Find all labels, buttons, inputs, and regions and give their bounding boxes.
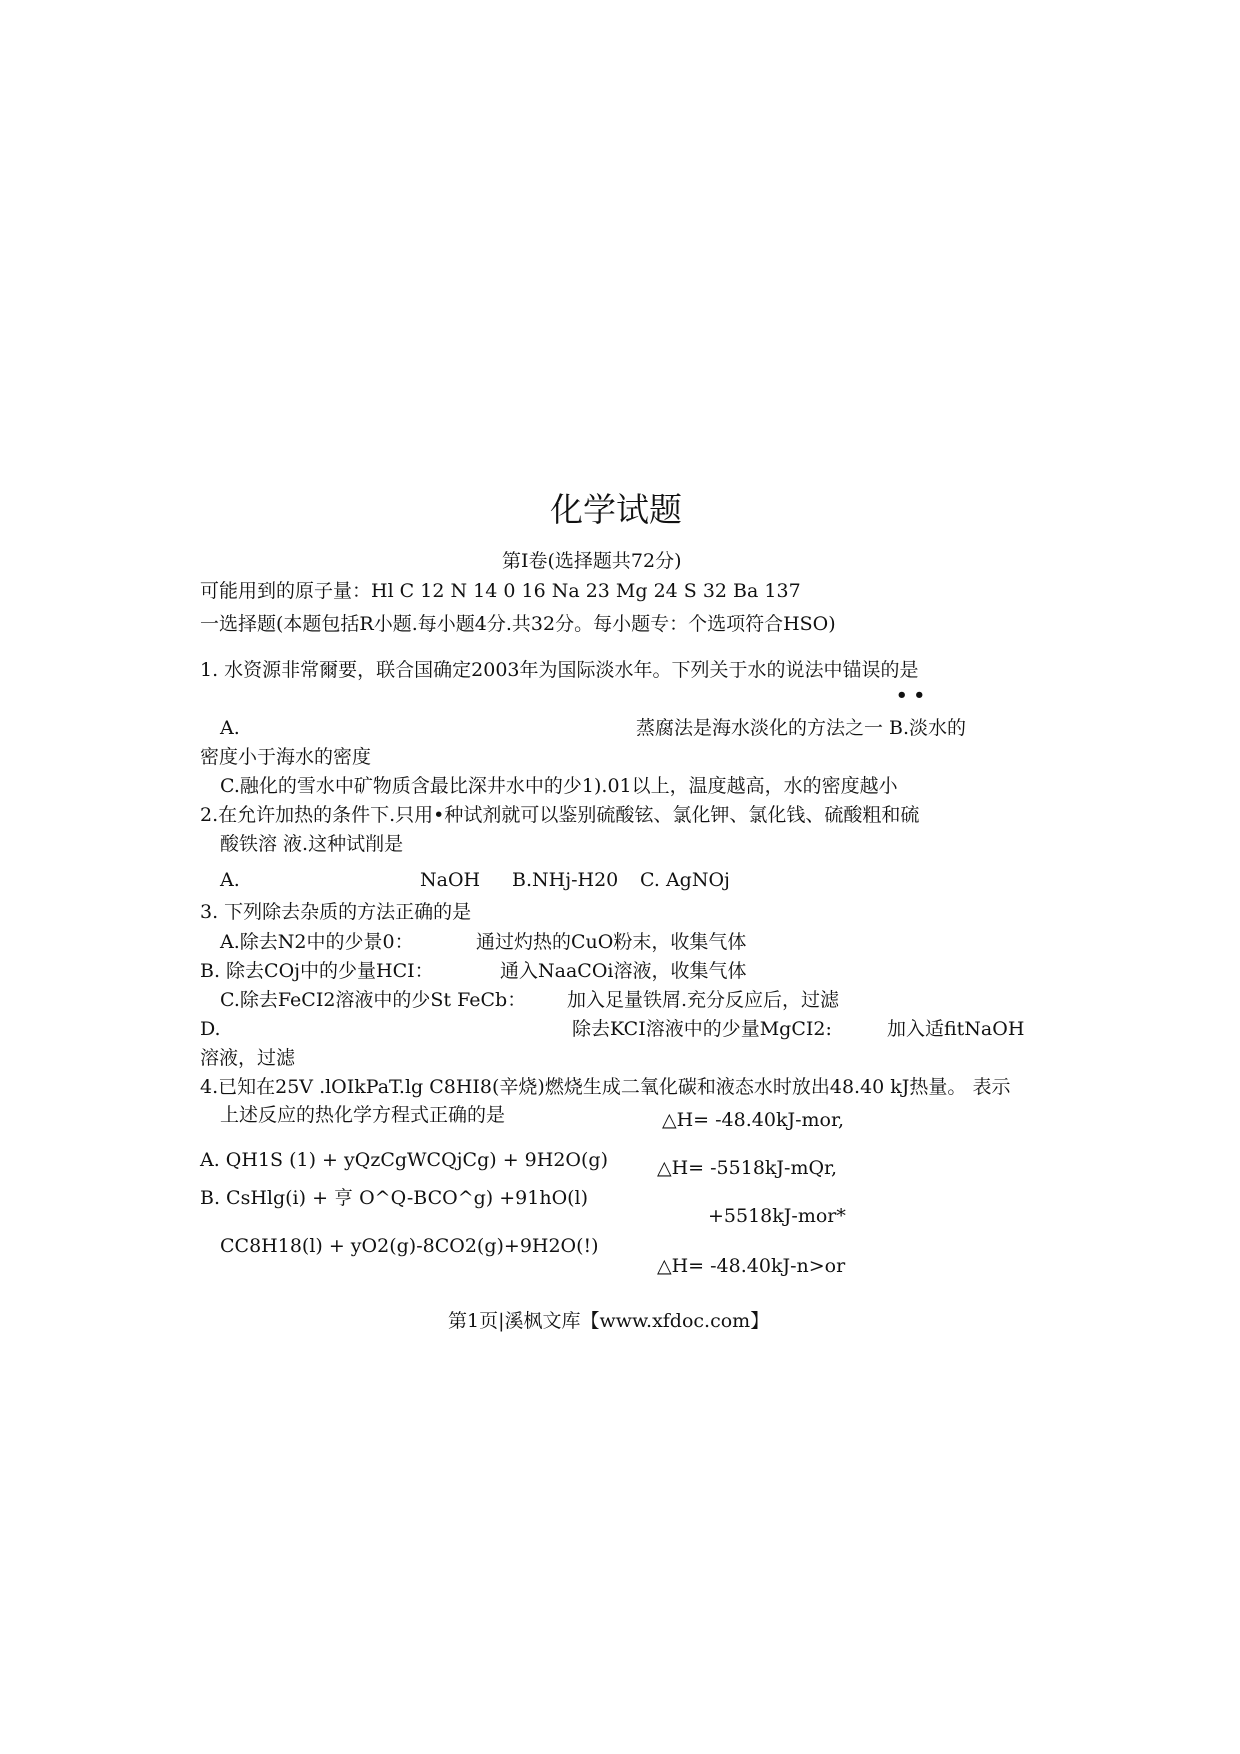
q4-delta-h-3: +5518kJ-mor*: [708, 1205, 846, 1227]
part-heading: 一选择题(本题包括R小题.每小题4分.共32分。每小题专：个选项符合HSO): [200, 613, 836, 635]
q4-delta-h-2: △H= -5518kJ-mQr,: [657, 1157, 838, 1179]
q2-option-a-text: NaOH: [420, 869, 481, 891]
q4-stem-line1: 4.已知在25V .lOIkPaT.lg C8HI8(辛烧)燃烧生成二氧化碳和液态水时放出48.40 kJ热量。 表示: [200, 1076, 1011, 1098]
q1-option-b-continuation: 密度小于海水的密度: [200, 746, 372, 768]
q4-delta-h-4: △H= -48.40kJ-n>or: [657, 1255, 846, 1277]
q2-option-a-label: A.: [220, 869, 240, 891]
q3-option-d-mid: 除去KCI溶液中的少量MgCI2:: [572, 1018, 832, 1040]
q1-emphasis-dots: ••: [896, 685, 932, 706]
q2-stem-line2: 酸铁溶 液.这种试削是: [220, 833, 404, 855]
q4-delta-h-1: △H= -48.40kJ-mor,: [662, 1109, 844, 1131]
page-footer: 第1页|溪枫文库【www.xfdoc.com】: [448, 1310, 770, 1332]
page-title: 化学试题: [550, 490, 682, 529]
q2-option-b: B.NHj-H20: [512, 869, 619, 891]
q4-option-c: CC8H18(l) + yO2(g)-8CO2(g)+9H2O(!): [220, 1235, 599, 1257]
q3-option-c-right: 加入足量铁屑.充分反应后，过滤: [567, 989, 840, 1011]
q4-option-b: B. CsHlg(i) + 亨 O^Q-BCO^g) +91hO(l): [200, 1187, 589, 1209]
q3-option-a-left: A.除去N2中的少景0：: [220, 931, 414, 953]
q2-stem-line1: 2.在允许加热的条件下.只用•种试剂就可以鉴别硫酸铉、氯化钾、氯化钱、硫酸粗和硫: [200, 804, 920, 826]
q4-stem-line2: 上述反应的热化学方程式正确的是: [220, 1104, 506, 1126]
q1-option-a-label: A.: [220, 717, 240, 739]
q3-option-b-right: 通入NaaCOi溶液，收集气体: [500, 960, 747, 982]
q1-stem: 1. 水资源非常爾要，联合国确定2003年为国际淡水年。下列关于水的说法中锚误的是: [200, 659, 919, 681]
q3-option-b-left: B. 除去COj中的少量HCI：: [200, 960, 434, 982]
atomic-masses: 可能用到的原子量：Hl C 12 N 14 0 16 Na 23 Mg 24 S 32 Ba 137: [200, 580, 801, 602]
q4-option-a: A. QH1S (1) + yQzCgWCQjCg) + 9H2O(g): [200, 1149, 608, 1171]
q1-option-c: C.融化的雪水中矿物质含最比深井水中的少1).01以上，温度越高，水的密度越小: [220, 775, 898, 797]
q3-option-d-label: D.: [200, 1018, 221, 1040]
section-heading: 第I卷(选择题共72分): [502, 550, 682, 572]
q3-stem: 3. 下列除去杂质的方法正确的是: [200, 901, 472, 923]
q1-option-a-text: 蒸腐法是海水淡化的方法之一 B.淡水的: [636, 717, 967, 739]
q2-option-c: C. AgNOj: [640, 869, 730, 891]
q3-option-c-left: C.除去FeCI2溶液中的少St FeCb：: [220, 989, 527, 1011]
q3-option-d-right: 加入适fitNaOH: [887, 1018, 1025, 1040]
q3-option-d-continuation: 溶液，过滤: [200, 1047, 296, 1069]
q3-option-a-right: 通过灼热的CuO粉末，收集气体: [476, 931, 747, 953]
